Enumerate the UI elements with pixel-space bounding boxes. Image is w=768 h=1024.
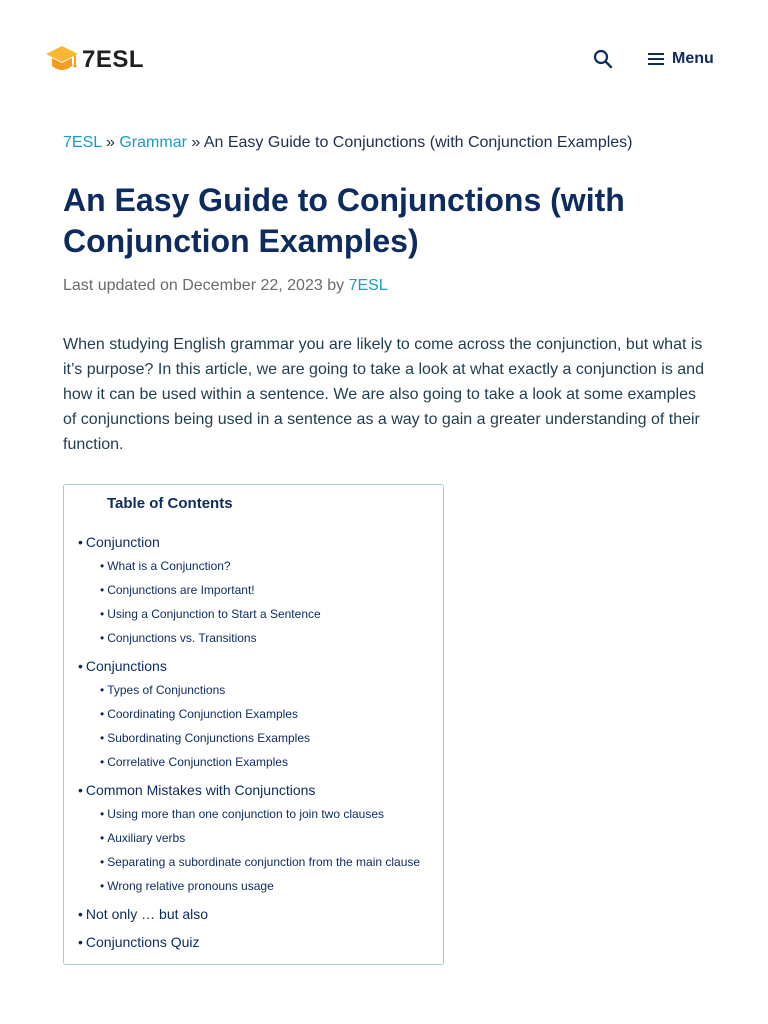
toc-subitem[interactable]: • Conjunctions are Important! — [64, 578, 443, 602]
breadcrumb — [63, 133, 705, 153]
logo-text: 7ESL — [82, 45, 145, 73]
hamburger-menu-icon — [648, 52, 664, 66]
toc-subitem[interactable]: • Correlative Conjunction Examples — [64, 750, 443, 774]
meta-date: December 22, 2023 — [182, 277, 323, 294]
page-title: An Easy Guide to Conjunctions (with Conjunction Examples) — [63, 182, 625, 259]
toc-subitem[interactable]: • Separating a subordinate conjunction from the main clause — [64, 850, 443, 874]
breadcrumb-current: An Easy Guide to Conjunctions (with Conjunction Examples) — [203, 134, 633, 151]
toc-subitem[interactable]: • Using a Conjunction to Start a Sentence — [64, 602, 443, 626]
toc-item-quiz[interactable]: • Conjunctions Quiz — [64, 930, 443, 954]
table-of-contents — [63, 484, 444, 965]
search-icon — [593, 49, 613, 69]
breadcrumb-category-link[interactable]: Grammar — [119, 134, 187, 151]
toc-subitem[interactable]: • Conjunctions vs. Transitions — [64, 626, 443, 650]
search-button[interactable] — [593, 49, 613, 69]
toc-item-conjunction[interactable]: • Conjunction — [64, 530, 443, 554]
breadcrumb-separator: » — [106, 134, 115, 151]
menu-label: Menu — [672, 50, 714, 67]
toc-item-conjunctions[interactable]: • Conjunctions — [64, 654, 443, 678]
breadcrumb-home-link[interactable]: 7ESL — [63, 134, 102, 151]
intro-paragraph: When studying English grammar you are likely to come across the conjunction, but what is it’s purpose? In this article, we are going to take a look at what exactly a conjunction is and how it can be used within a sentence. We are also going to take a look at some examples of conjunctions being used in a sentence as a way to gain a greater understanding of their function. — [63, 336, 704, 453]
menu-button[interactable] — [648, 48, 714, 70]
toc-subitem[interactable]: • What is a Conjunction? — [64, 554, 443, 578]
graduation-cap-icon — [45, 44, 79, 75]
breadcrumb-separator: » — [191, 134, 201, 151]
toc-item-common-mistakes[interactable]: • Common Mistakes with Conjunctions — [64, 778, 443, 802]
author-link[interactable]: 7ESL — [348, 277, 388, 294]
toc-subitem[interactable]: • Auxiliary verbs — [64, 826, 443, 850]
meta-prefix: Last updated on — [63, 277, 178, 294]
toc-subitem[interactable]: • Using more than one conjunction to join two clauses — [64, 802, 443, 826]
post-meta — [63, 276, 705, 296]
toc-title: Table of Contents — [107, 495, 233, 512]
toc-subitem[interactable]: • Types of Conjunctions — [64, 678, 443, 702]
toc-subitem[interactable]: • Subordinating Conjunctions Examples — [64, 726, 443, 750]
toc-list — [64, 530, 443, 954]
toc-item-not-only-but-also[interactable]: • Not only … but also — [64, 902, 443, 926]
toc-subitem[interactable]: • Wrong relative pronouns usage — [64, 874, 443, 898]
toc-subitem[interactable]: • Coordinating Conjunction Examples — [64, 702, 443, 726]
meta-by: by — [327, 277, 345, 294]
article-content — [63, 133, 705, 965]
site-logo-link[interactable] — [45, 44, 144, 75]
